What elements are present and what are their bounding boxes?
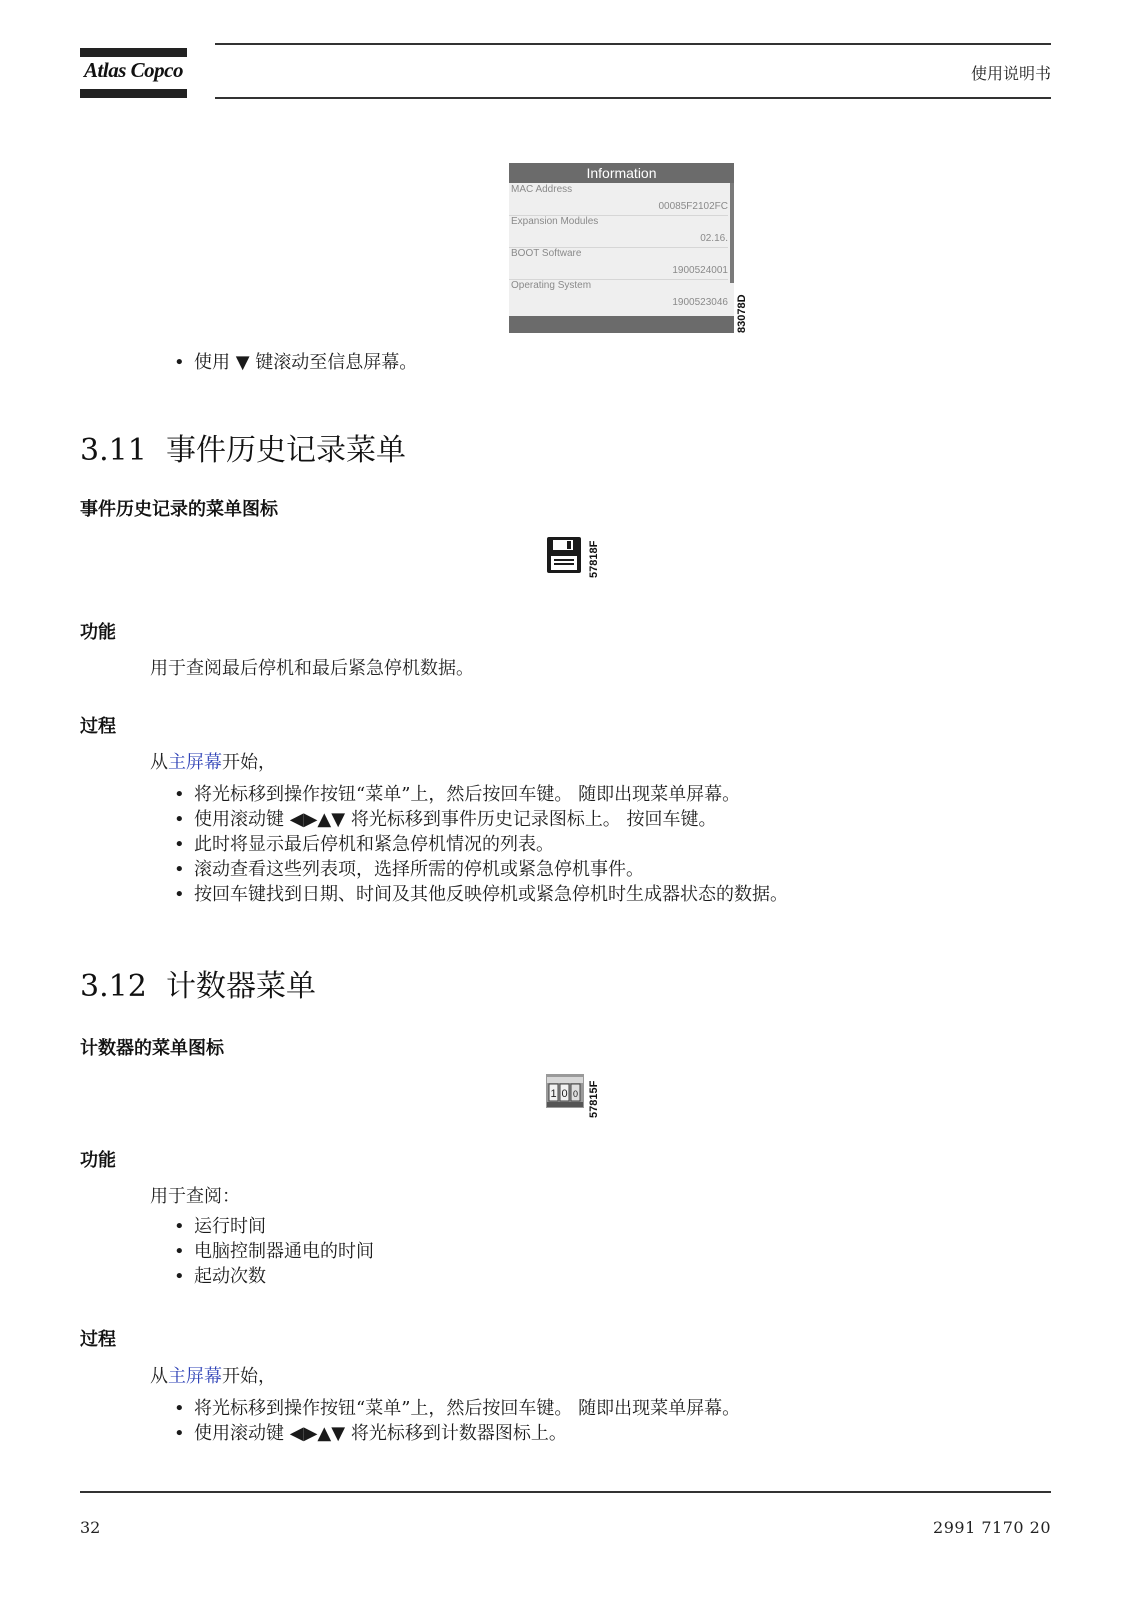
list-item: • 使用 ▼ 键滚动至信息屏幕。 — [172, 350, 417, 375]
header-rule-top — [215, 43, 1051, 45]
section-311-function-heading: 功能 — [80, 622, 116, 643]
section-title-text: 计数器菜单 — [166, 969, 316, 1004]
list-item: • 起动次数 — [172, 1264, 374, 1289]
section-311-function-text: 用于查阅最后停机和最后紧急停机数据。 — [150, 658, 474, 679]
section-312-function-text: 用于查阅： — [150, 1186, 240, 1207]
info-label-mac: MAC Address — [511, 184, 573, 195]
section-312-procedure-intro — [150, 1362, 276, 1388]
info-value-expansion: 02.16. — [700, 233, 728, 244]
procedure-prefix: 从 — [150, 752, 168, 773]
scrollbar — [730, 183, 734, 283]
counter-icon — [546, 1074, 584, 1108]
info-value-mac: 00085F2102FC — [658, 201, 728, 212]
info-label-boot: BOOT Software — [511, 248, 582, 259]
page-number: 32 — [80, 1518, 101, 1537]
section-312-function-items — [172, 1214, 374, 1289]
section-311-title — [80, 425, 406, 469]
section-312-function-heading: 功能 — [80, 1150, 116, 1171]
figure-code-info: 83078D — [736, 294, 748, 333]
section-312-procedure-heading: 过程 — [80, 1329, 116, 1350]
logo-bar-top — [80, 48, 187, 57]
svg-text:0: 0 — [561, 1088, 568, 1100]
procedure-suffix: 开始， — [222, 752, 276, 773]
info-value-os: 1900523046 — [672, 297, 728, 308]
main-screen-link[interactable]: 主屏幕 — [168, 1366, 222, 1387]
section-312-title — [80, 961, 316, 1005]
svg-text:0: 0 — [572, 1089, 579, 1099]
procedure-suffix: 开始， — [222, 1366, 276, 1387]
procedure-prefix: 从 — [150, 1366, 168, 1387]
figure-code-counter: 57815F — [588, 1080, 600, 1118]
section-312-steps — [172, 1396, 740, 1446]
section-number: 3.11 — [80, 433, 147, 468]
list-item: • 电脑控制器通电的时间 — [172, 1239, 374, 1264]
section-title-text: 事件历史记录菜单 — [166, 433, 406, 468]
logo-bar-bottom — [80, 89, 187, 98]
section-311-procedure-heading: 过程 — [80, 716, 116, 737]
section-311-icon-heading: 事件历史记录的菜单图标 — [80, 499, 278, 520]
document-number: 2991 7170 20 — [933, 1518, 1051, 1537]
list-item: • 将光标移到操作按钮“菜单”上，然后按回车键。 随即出现菜单屏幕。 — [172, 1396, 740, 1421]
info-label-expansion: Expansion Modules — [511, 216, 599, 227]
atlas-copco-logo: Atlas Copco — [84, 58, 183, 82]
figure-code-floppy: 57818F — [588, 540, 600, 578]
list-item: • 将光标移到操作按钮“菜单”上，然后按回车键。 随即出现菜单屏幕。 — [172, 782, 788, 807]
info-value-boot: 1900524001 — [672, 265, 728, 276]
header-rule-bottom — [215, 97, 1051, 99]
section-312-icon-heading: 计数器的菜单图标 — [80, 1038, 224, 1059]
list-item: • 使用滚动键 ◀▶▲▼ 将光标移到计数器图标上。 — [172, 1421, 740, 1446]
section-311-procedure-intro — [150, 748, 276, 774]
main-screen-link[interactable]: 主屏幕 — [168, 752, 222, 773]
info-label-os: Operating System — [511, 280, 592, 291]
floppy-disk-icon — [546, 536, 582, 574]
information-screen-title: Information — [509, 163, 734, 183]
section-number: 3.12 — [80, 969, 147, 1004]
intro-bullet-list — [172, 350, 417, 375]
information-screen — [509, 163, 734, 333]
header-title: 使用说明书 — [970, 64, 1051, 83]
svg-text:1: 1 — [550, 1088, 557, 1100]
list-item: • 滚动查看这些列表项，选择所需的停机或紧急停机事件。 — [172, 857, 788, 882]
footer-rule — [80, 1491, 1051, 1493]
information-screen-footer — [509, 316, 734, 333]
list-item: • 使用滚动键 ◀▶▲▼ 将光标移到事件历史记录图标上。 按回车键。 — [172, 807, 788, 832]
list-item: • 运行时间 — [172, 1214, 374, 1239]
section-311-steps — [172, 782, 788, 907]
list-item: • 按回车键找到日期、时间及其他反映停机或紧急停机时生成器状态的数据。 — [172, 882, 788, 907]
list-item: • 此时将显示最后停机和紧急停机情况的列表。 — [172, 832, 788, 857]
